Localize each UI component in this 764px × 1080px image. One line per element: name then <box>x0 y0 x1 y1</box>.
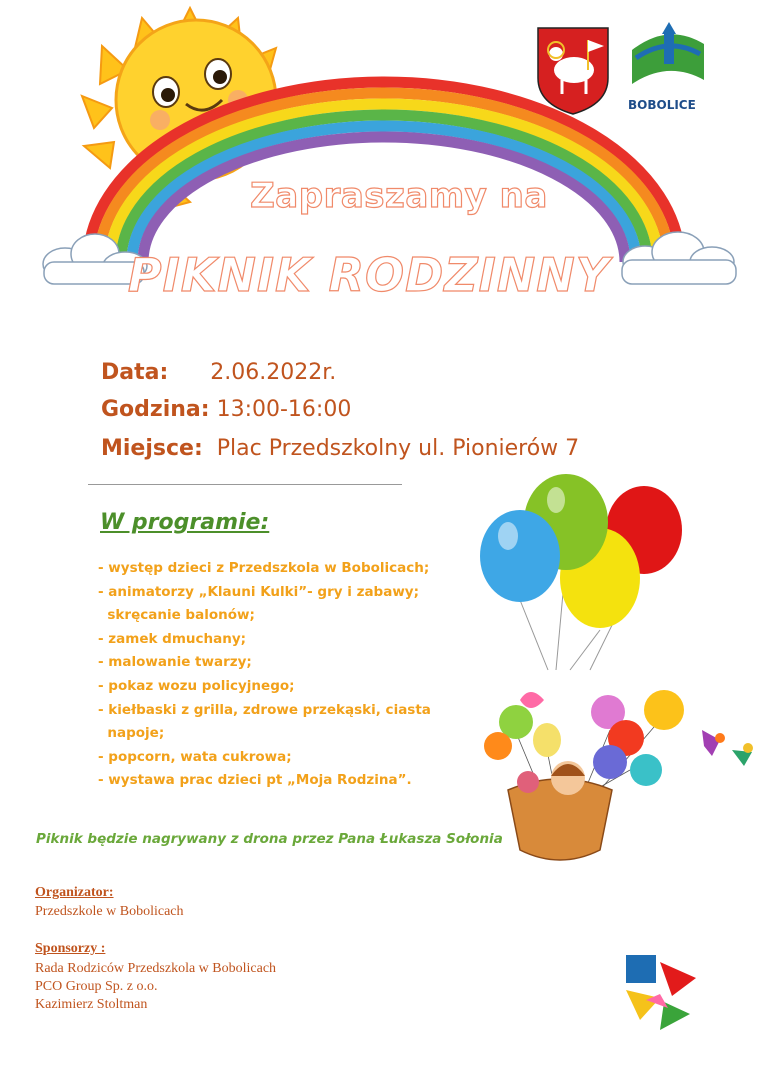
program-title: W programie: <box>100 510 270 535</box>
divider <box>88 484 402 485</box>
program-list <box>98 557 431 793</box>
balloon-basket-illustration <box>484 690 684 860</box>
place-label: Miejsce: <box>101 436 203 461</box>
invite-heading: Zapraszamy na <box>250 176 548 216</box>
event-title: PIKNIK RODZINNY <box>127 248 611 302</box>
bobolice-logo <box>632 22 704 84</box>
list-item: - pokaz wozu policyjnego; <box>98 677 295 694</box>
list-item: - występ dzieci z Przedszkola w Bobolicach; <box>98 560 430 576</box>
drone-note: Piknik będzie nagrywany z drona przez Pana Łukasza Sołonia <box>36 831 503 847</box>
time-value: 13:00-16:00 <box>216 397 352 422</box>
list-item: - animatorzy „Klauni Kulki”- gry i zabawy; <box>98 583 419 600</box>
time-row <box>101 397 351 422</box>
coat-of-arms-logo <box>538 28 608 114</box>
organizer-name: Przedszkole w Bobolicach <box>35 904 184 919</box>
list-item: - popcorn, wata cukrowa; <box>98 748 292 765</box>
bobolice-logo-text <box>626 95 706 115</box>
place-row <box>101 436 579 461</box>
date-value: 2.06.2022r. <box>210 360 337 385</box>
list-item: - wystawa prac dzieci pt „Moja Rodzina”. <box>98 772 412 789</box>
date-row <box>101 360 336 385</box>
organizer-heading: Organizator: <box>35 885 114 900</box>
sponsor-item: PCO Group Sp. z o.o. <box>35 979 158 994</box>
place-value: Plac Przedszkolny ul. Pionierów 7 <box>216 436 580 461</box>
date-label: Data: <box>101 360 169 385</box>
time-label: Godzina: <box>101 397 210 422</box>
balloons-illustration <box>480 474 682 670</box>
list-item: - kiełbaski z grilla, zdrowe przekąski, ciasta <box>98 701 431 718</box>
sponsor-item: Rada Rodziców Przedszkola w Bobolicach <box>35 961 277 976</box>
list-item: - zamek dmuchany; <box>98 630 247 647</box>
sponsors-heading: Sponsorzy : <box>35 941 106 956</box>
list-item: skręcanie balonów; <box>98 607 255 624</box>
preschool-logo <box>626 955 696 1030</box>
sponsor-item: Kazimierz Stoltman <box>35 997 148 1012</box>
list-item: - malowanie twarzy; <box>98 654 252 671</box>
bobolice-logo-label: BOBOLICE <box>628 98 696 112</box>
list-item: napoje; <box>98 725 165 742</box>
birds-illustration <box>702 730 753 766</box>
